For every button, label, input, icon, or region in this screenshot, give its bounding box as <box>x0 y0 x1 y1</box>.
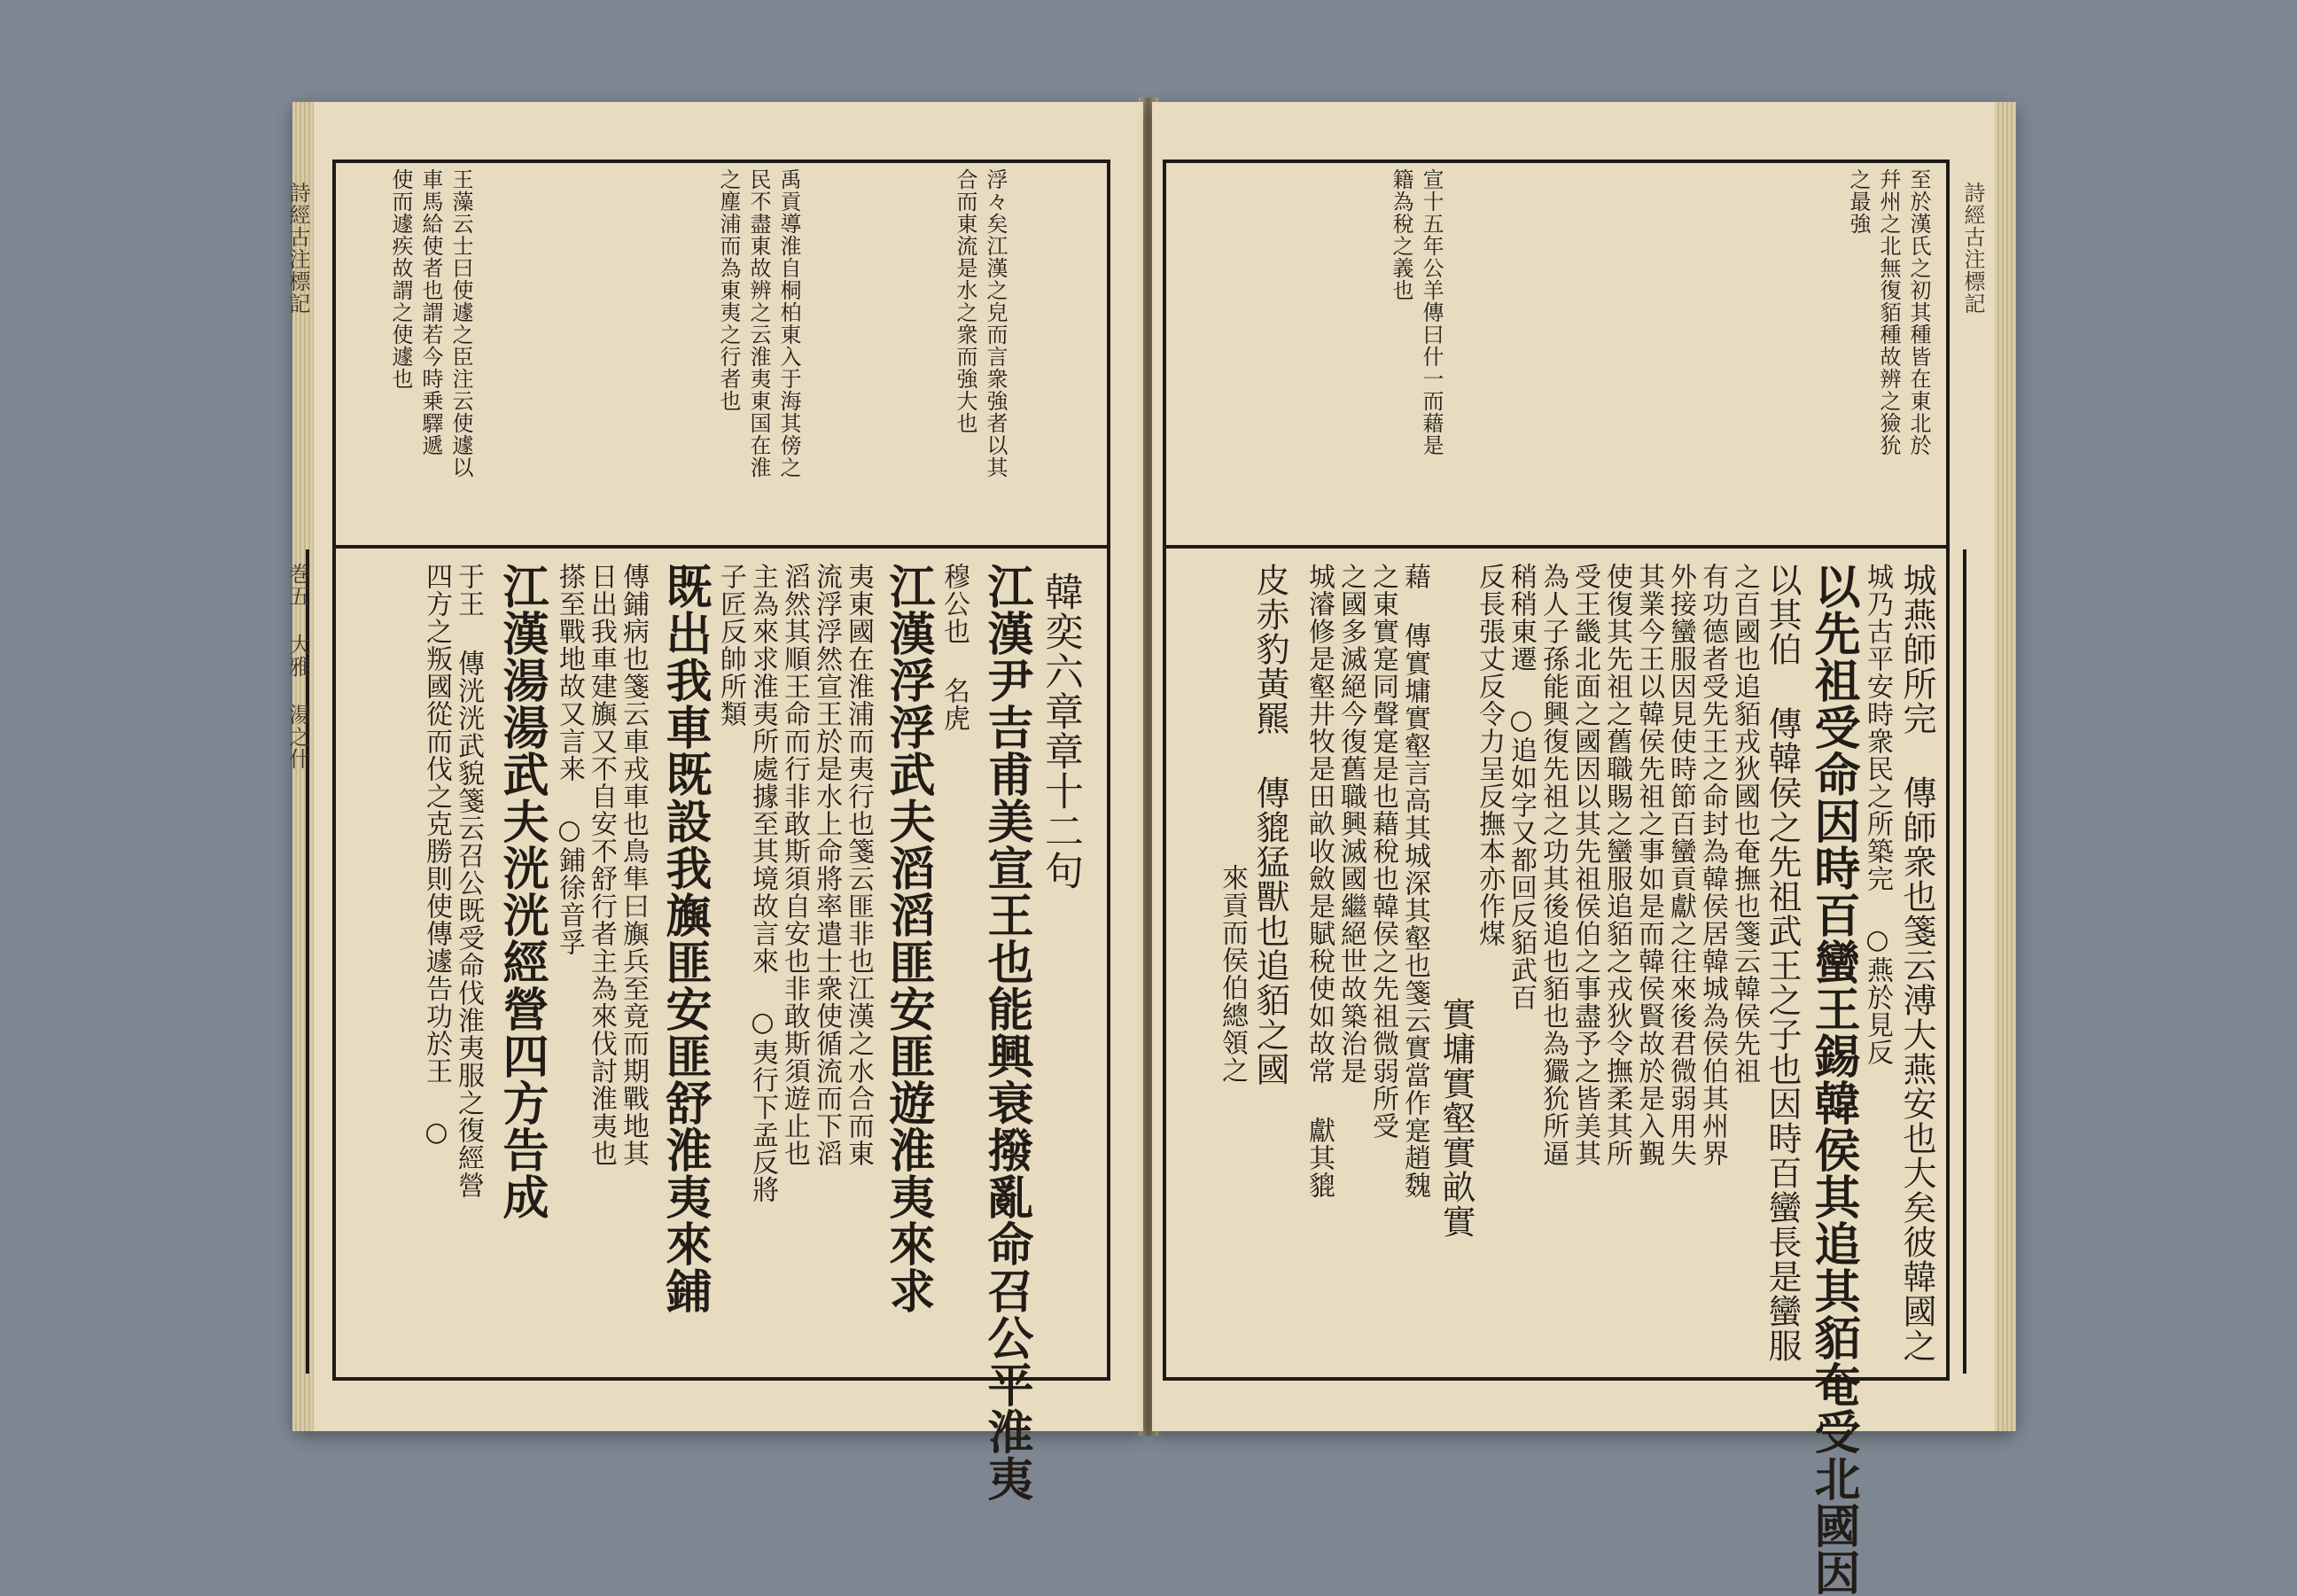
commentary-line: 之東實寔同聲寔是也藉稅也韓侯之先祖微弱所受 <box>1367 563 1398 1140</box>
verse-line: 城燕師所完 傳師衆也箋云溥大燕安也大矣彼韓國之 <box>1897 563 1936 1363</box>
commentary-line: 主為來求淮夷所處據至其境故言來 ○夷行下孟反將 <box>747 563 778 1203</box>
page-edge <box>1995 102 2016 1431</box>
commentary-line: 搽至戰地故又言来 ○鋪徐音孚 <box>554 563 585 956</box>
commentary-line: 子匠反帥所類 <box>715 563 746 728</box>
commentary-line: 為人子孫能興復先祖之功其後追也貊也為玁狁所逼 <box>1538 563 1569 1167</box>
commentary-line: 有功德者受先王之命封為韓侯居韓城為侯伯其州界 <box>1697 563 1728 1167</box>
verse-line: 以先祖受命因時百蠻王錫韓侯其追其貊奄受北國因 <box>1806 563 1860 1596</box>
note-line: 浮々矣江漢之皃而言衆強者以其 <box>983 168 1008 479</box>
commentary-line: 夷東國在淮浦而夷行也箋云匪非也江漢之水合而東 <box>843 563 874 1167</box>
commentary-line: 來貢而侯伯總領之 <box>1217 864 1248 1084</box>
commentary-line: 其業今王以韓侯先祖之事如是而韓侯賢故於是入覲 <box>1633 563 1664 1167</box>
note-line: 車馬給使者也謂若今時乗驛遞 <box>418 168 443 456</box>
commentary-line: 流浮浮然宣王於是水上命將率遣士衆使循流而下滔 <box>811 563 842 1167</box>
commentary-line: 城乃古平安時衆民之所築完 ○燕於見反 <box>1862 563 1893 1066</box>
note-line: 使而遽疾故謂之使遽也 <box>388 168 413 390</box>
note-line: 民不盡東故辨之云淮夷東国在淮 <box>746 168 771 479</box>
verse-line: 既出我車既設我旟匪安匪舒淮夷來鋪 <box>658 563 712 1314</box>
commentary-line: 于王 傳洸洸武貌箋云召公既受命伐淮夷服之復經營 <box>453 563 484 1199</box>
commentary-line: 傳鋪病也箋云車戎車也鳥隼曰旟兵至竟而期戰地其 <box>618 563 649 1167</box>
note-line: 至於漢氏之初其種皆在東北於 <box>1906 168 1931 456</box>
note-line: 宣十五年公羊傳曰什一而藉是 <box>1419 168 1444 456</box>
note-line: 之塵浦而為東夷之行者也 <box>716 168 741 412</box>
chapter-summary: 韓奕六章章十二句 <box>1038 572 1083 891</box>
note-line: 禹貢導淮自桐柏東入于海其傍之 <box>776 168 801 479</box>
margin-section: 大雅 湯之什 <box>285 634 310 770</box>
note-line: 王藻云士曰使遽之臣注云使遽以 <box>448 168 473 479</box>
verse-line: 江漢浮浮武夫滔滔匪安匪遊淮夷來求 <box>881 563 935 1314</box>
note-divider <box>332 545 1107 549</box>
note-line: 合而東流是水之衆而強大也 <box>953 168 977 434</box>
commentary-line: 稍稍東遷 ○追如字又都回反貊武百 <box>1506 563 1537 1011</box>
commentary-line: 日出我車建旟又不自安不舒行者主為來伐討淮夷也 <box>586 563 617 1167</box>
commentary-line: 藉 傳實墉實壑言高其城深其壑也箋云實當作寔趙魏 <box>1399 563 1430 1199</box>
verse-line: 江漢湯湯武夫洸洸經營四方告成 <box>494 563 549 1220</box>
note-divider <box>1163 545 1946 549</box>
margin-rule <box>1963 549 1966 1374</box>
poem-title-line: 江漢尹吉甫美宣王也能興衰撥亂命召公平淮夷 <box>979 563 1033 1502</box>
margin-volume: 巻五 <box>285 563 310 607</box>
verse-line: 皮赤豹黃羆 傳貔猛獸也追貊之國 <box>1250 563 1289 1086</box>
margin-title: 詩經古注標記 <box>285 182 310 315</box>
commentary-line: 滔然其順王命而行非敢斯須自安也非敢斯須遊止也 <box>779 563 810 1167</box>
commentary-line: 穆公也 名虎 <box>938 563 969 732</box>
margin-title: 詩經古注標記 <box>1960 182 1985 315</box>
commentary-line: 反長張丈反令力呈反撫本亦作煤 <box>1474 563 1505 947</box>
note-line: 幷州之北無復貊種故辨之獫狁 <box>1876 168 1901 456</box>
left-page <box>285 102 1143 1502</box>
verse-line: 以其伯 傳韓侯之先祖武王之子也因時百蠻長是蠻服 <box>1763 563 1802 1363</box>
note-line: 之最強 <box>1846 168 1871 235</box>
commentary-line: 使復其先祖之舊職賜之蠻服追貊之戎狄令撫柔其所 <box>1601 563 1632 1167</box>
right-page <box>1152 102 2016 1596</box>
commentary-line: 受王畿北面之國因以其先祖侯伯之事盡予之皆美其 <box>1569 563 1600 1167</box>
verse-line: 實墉實壑實畝實 <box>1437 997 1476 1239</box>
note-line: 籍為稅之義也 <box>1389 168 1413 301</box>
commentary-line: 之國多滅絕今復舊職興滅國繼絕世故築治是 <box>1335 563 1367 1085</box>
commentary-line: 之百國也追貊戎狄國也奄撫也箋云韓侯先祖 <box>1729 563 1760 1085</box>
commentary-line: 四方之叛國從而伐之克勝則使傳遽告功於王 ○ <box>421 563 452 1148</box>
commentary-line: 外接蠻服因見使時節百蠻貢獻之往來後君微弱用失 <box>1665 563 1696 1167</box>
commentary-line: 城濬修是壑井牧是田畝收斂是賦稅使如故常 獻其貔 <box>1304 563 1335 1199</box>
